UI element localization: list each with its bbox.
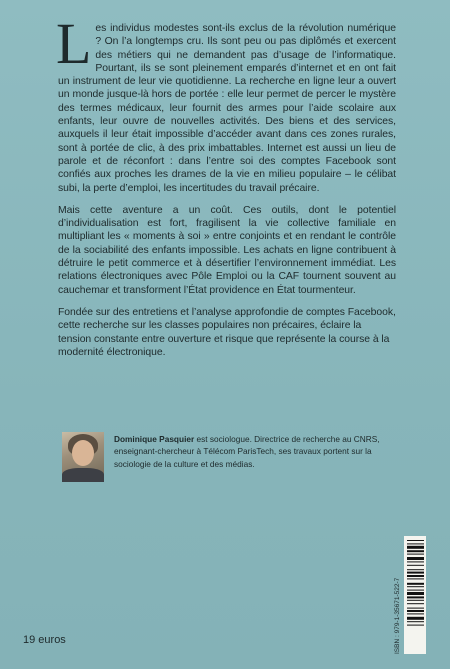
author-name: Dominique Pasquier (114, 434, 195, 444)
blurb-paragraph-3: Fondée sur des entretiens et l’analyse approfondie de comptes Facebook, cette recherche sur les classes populaires non précaires, éclaire la tension constante entre ouverture et risque que représente la course à la modernité électronique. (58, 306, 396, 358)
blurb (56, 11, 396, 368)
author-section (62, 432, 402, 484)
author-bio (114, 433, 406, 470)
author-photo (62, 432, 104, 482)
blurb-paragraph-1-text: es individus modestes sont-ils exclus de la révolution numérique ? On l’a longtemps cru. Ils sont peu ou pas diplômés et exercent des métiers qui ne demandent pas d’usage de l’informatique. Pourtant, ils se sont pleinement emparés d’internet et en ont fait un instrument de leur vie quotidienne. La recherche en ligne leur a ouvert un monde jusque-là hors de portée : elle leur permet de percer le mystère des termes médicaux, leur fournit des armes pour l’aide scolaire aux enfants, leur ouvre de nouvelles activités. Des biens et des services, auxquels il leur était impossible d’accéder avant dans ces zones rurales, sont à portée de clic, à des prix imbattables. Internet est aussi un lieu de parole et de réconfort : dans l’entre soi des comptes Facebook sont confiés aux proches les drames de la vie en milieu populaire – le célibat subi, la perte d’emploi, les incertitudes du travail précaire. (58, 23, 396, 194)
isbn: ISBN : 979-1-35671-522-7 (394, 577, 401, 654)
blurb-paragraph-1 (56, 11, 396, 195)
barcode-area (388, 536, 426, 654)
drop-cap: L (56, 11, 92, 76)
author-bio-text: est sociologue. Directrice de recherche au CNRS, enseignant-chercheur à Télécom ParisTech, ses travaux portent sur la sociologie de la culture et des médias. (114, 434, 380, 469)
blurb-paragraph-2: Mais cette aventure a un coût. Ces outils, dont le potentiel d’individualisation est fort, fragilisent la vie collective familiale en multipliant les « moments à soi » entre conjoints et en rendant le contrôle de la sociabilité des enfants impossible. Les achats en ligne contribuent à détruire le petit commerce et à désertifier l’environnement immédiat. Les relations électroniques avec Pôle Emploi ou la CAF tournent souvent au cauchemar et transforment l’État providence en État tourmenteur. (58, 204, 396, 296)
price: 19 euros (23, 634, 66, 646)
barcode (404, 536, 426, 654)
